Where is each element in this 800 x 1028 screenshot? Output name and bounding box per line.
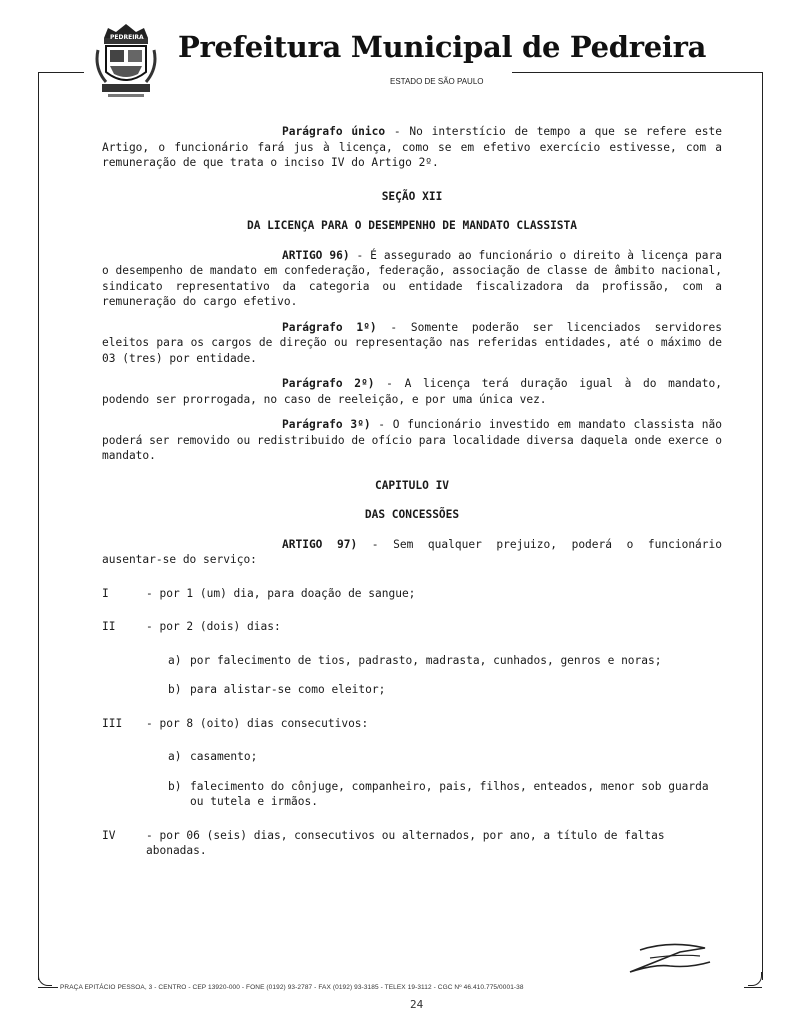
frame-right-line [762,72,763,980]
frame-corner-bottom-left [38,972,52,986]
page-title: Prefeitura Municipal de Pedreira [178,30,707,64]
frame-corner-bottom-right [748,972,762,986]
footer-line-right [744,987,762,988]
state-subtitle: ESTADO DE SÃO PAULO [390,77,484,86]
frame-top-left-line [38,72,84,73]
list-item: IV - por 06 (seis) dias, consecutivos ou alternados, por ano, a título de faltas abonadas. [102,828,665,857]
list-item: III - por 8 (oito) dias consecutivos: [102,716,369,730]
chapter-heading: DAS CONCESSÕES [364,508,460,521]
article-97: ARTIGO 97) - Sem qualquer prejuizo, poderá o funcionário ausentar-se do serviço: [102,537,722,566]
article-96-paragraph-1: Parágrafo 1º) - Somente poderão ser licenciados servidores eleitos para os cargos de direção ou representação nas referidas entidades, até o máximo de 03 (tres) por entidade. [102,320,722,365]
chapter-title: CAPITULO IV [374,478,450,492]
municipal-crest-icon [94,20,158,104]
footer-address: PRAÇA EPITÁCIO PESSOA, 3 - CENTRO - CEP 13920-000 - FONE (0192) 93-2787 - FAX (0192) 93-3185 - TELEX 19-3112 - CGC Nº 46.410.775/0001-38 [60,984,524,991]
document-body [102,124,722,859]
signature-icon [610,938,720,978]
page-number: 24 [410,998,424,1011]
section-title: SEÇÃO XII [381,189,443,203]
article-96-paragraph-2: Parágrafo 2º) - A licença terá duração igual à do mandato, podendo ser prorrogada, no caso de reeleição, e por uma única vez. [102,377,722,406]
sub-item: a) por falecimento de tios, padrasto, madrasta, cunhados, genros e noras; [168,653,662,667]
crest-label: PEDREIRA [110,34,144,41]
section-heading: DA LICENÇA PARA O DESEMPENHO DE MANDATO CLASSISTA [246,219,578,232]
list-item: II - por 2 (dois) dias: [102,620,281,633]
paragraph-unico: Parágrafo único - No interstício de tempo a que se refere este Artigo, o funcionário fará jus à licença, como se em efetivo exercício estivesse, com a remuneração de que trata o inciso IV do Artigo 2º. [102,125,722,169]
sub-item: b) falecimento do cônjuge, companheiro, pais, filhos, enteados, menor sob guarda ou tutela e irmãos. [168,779,709,808]
sub-item: b) para alistar-se como eleitor; [168,683,386,696]
article-96: ARTIGO 96) - É assegurado ao funcionário o direito à licença para o desempenho de mandato em confederação, federação, associação de classe de âmbito nacional, sindicato representativo da categoria ou entidade fiscalizadora da profissão, com a remuneração do cargo efetivo. [102,248,723,308]
frame-left-line [38,72,39,980]
footer-line-left [38,987,58,988]
sub-item: a) casamento; [168,750,258,763]
list-item: I - por 1 (um) dia, para doação de sangue; [102,586,416,600]
article-96-paragraph-3: Parágrafo 3º) - O funcionário investido em mandato classista não poderá ser removido ou redistribuido de ofício para localidade diversa daquela onde exerce o mandato. [102,418,723,462]
frame-top-right-line [512,72,762,73]
